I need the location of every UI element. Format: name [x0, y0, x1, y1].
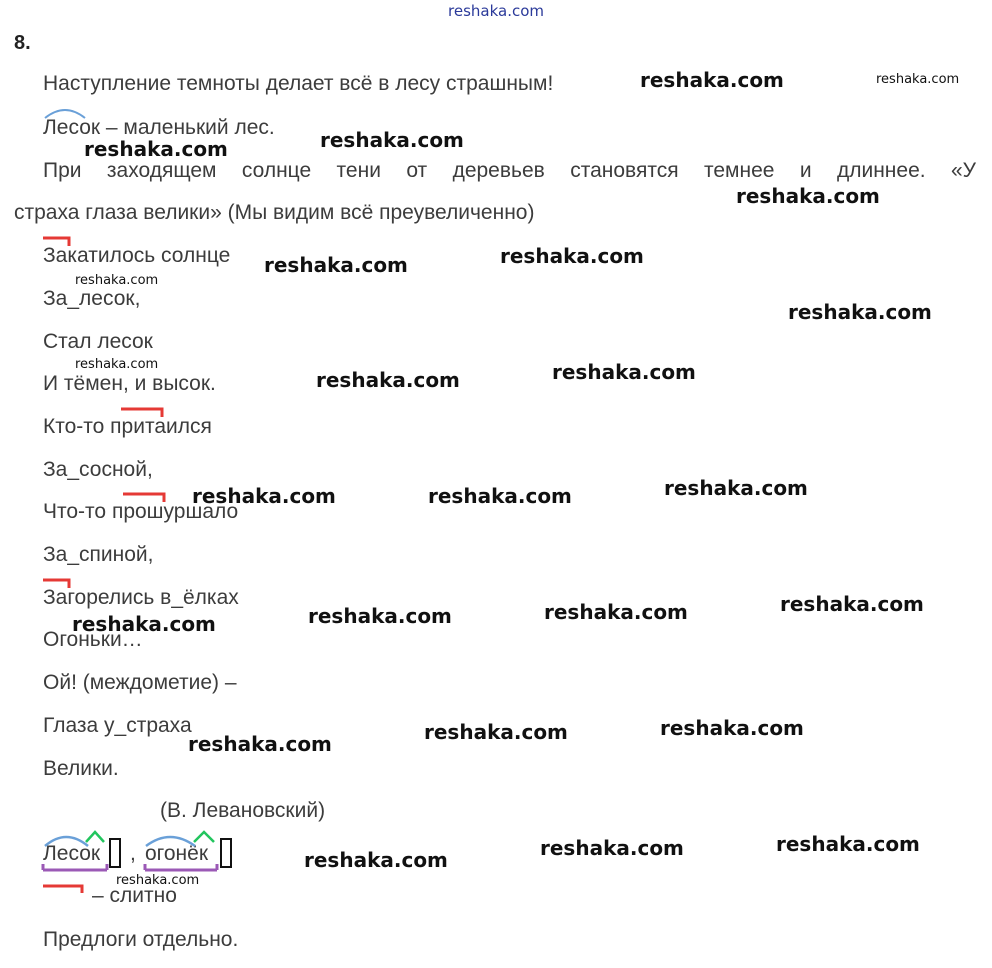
text-line-2: Лесок – маленький лес.: [43, 116, 275, 139]
poem-line-2: За_лесок,: [43, 287, 141, 310]
poem-line-1: Закатилось солнце: [43, 244, 231, 267]
watermark: reshaka.com: [72, 612, 216, 636]
watermark: reshaka.com: [116, 873, 200, 888]
analysis-word-1: Лесок: [43, 842, 101, 865]
analysis-word-2: огонёк: [145, 842, 209, 865]
poem-line-4: И тёмен, и высок.: [43, 372, 216, 395]
poem-line-13: Велики.: [43, 757, 119, 780]
watermark: reshaka.com: [664, 476, 808, 500]
poem-line-12: Глаза у_страха: [43, 714, 192, 737]
watermark: reshaka.com: [736, 184, 880, 208]
last-line: Предлоги отдельно.: [43, 928, 239, 951]
watermark: reshaka.com: [552, 360, 696, 384]
watermark: reshaka.com: [75, 273, 159, 288]
watermark: reshaka.com: [428, 484, 572, 508]
poem-line-10: Огоньки…: [43, 628, 143, 651]
poem-line-5: Кто-то притаился: [43, 415, 212, 438]
watermark: reshaka.com: [776, 832, 920, 856]
together-note: – слитно: [92, 884, 177, 907]
watermark: reshaka.com: [316, 368, 460, 392]
watermark: reshaka.com: [84, 137, 228, 161]
task-number: 8.: [14, 32, 31, 54]
watermark: reshaka.com: [500, 244, 644, 268]
watermark: reshaka.com: [640, 68, 784, 92]
watermark-top: reshaka.com: [448, 2, 544, 20]
watermark: reshaka.com: [188, 732, 332, 756]
poem-author: (В. Левановский): [160, 799, 326, 822]
watermark: reshaka.com: [320, 128, 464, 152]
poem-line-9: Загорелись в_ёлках: [43, 586, 239, 609]
watermark: reshaka.com: [264, 253, 408, 277]
poem-line-7: Что-то прошуршало: [43, 500, 239, 523]
poem-line-3: Стал лесок: [43, 330, 153, 353]
watermark: reshaka.com: [876, 72, 960, 87]
watermark: reshaka.com: [780, 592, 924, 616]
watermark: reshaka.com: [540, 836, 684, 860]
text-line-4: страха глаза велики» (Мы видим всё преувеличенно): [14, 201, 535, 224]
poem-line-6: За_сосной,: [43, 458, 153, 481]
watermark: reshaka.com: [192, 484, 336, 508]
watermark: reshaka.com: [304, 848, 448, 872]
analysis-comma: ,: [130, 842, 136, 865]
poem-line-8: За_спиной,: [43, 543, 154, 566]
watermark: reshaka.com: [660, 716, 804, 740]
text-line-3: При заходящем солнце тени от деревьев становятся темнее и длиннее. «У: [43, 159, 976, 182]
watermark: reshaka.com: [544, 600, 688, 624]
watermark: reshaka.com: [788, 300, 932, 324]
watermark: reshaka.com: [308, 604, 452, 628]
poem-line-11: Ой! (междометие) –: [43, 671, 237, 694]
watermark: reshaka.com: [424, 720, 568, 744]
watermark: reshaka.com: [75, 357, 159, 372]
text-line-1: Наступление темноты делает всё в лесу страшным!: [43, 72, 554, 95]
